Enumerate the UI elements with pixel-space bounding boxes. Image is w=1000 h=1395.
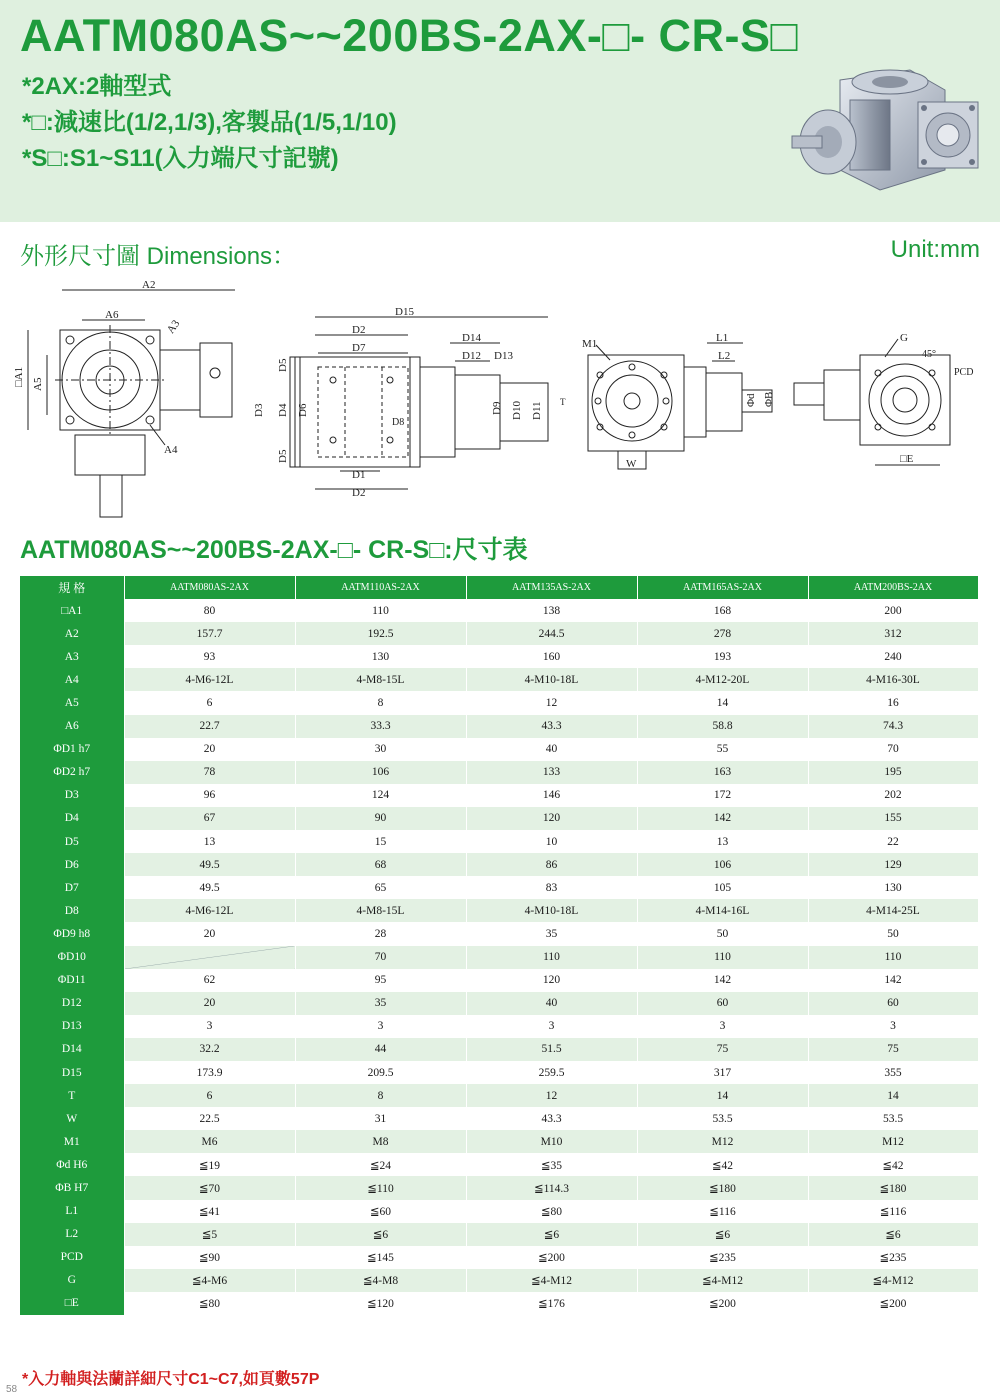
row-label: M1	[20, 1130, 124, 1153]
table-cell: 44	[295, 1038, 466, 1061]
table-cell: 43.3	[466, 1107, 637, 1130]
row-label: W	[20, 1107, 124, 1130]
label-L1: L1	[716, 332, 729, 344]
header-model: AATM135AS-2AX	[466, 576, 637, 599]
label-D6: D6	[297, 403, 309, 417]
row-label: G	[20, 1269, 124, 1292]
table-cell: 3	[466, 1015, 637, 1038]
table-cell: 86	[466, 853, 637, 876]
table-cell: 110	[808, 946, 978, 969]
table-cell: 75	[637, 1038, 808, 1061]
row-label: D3	[20, 784, 124, 807]
label-D1: D1	[352, 469, 366, 481]
table-cell: 14	[637, 1084, 808, 1107]
table-cell: 55	[637, 738, 808, 761]
label-D11: D11	[531, 401, 543, 420]
table-cell: 4-M10-18L	[466, 668, 637, 691]
table-row	[20, 830, 978, 853]
row-label: L2	[20, 1223, 124, 1246]
table-cell: ≦5	[124, 1223, 295, 1246]
table-cell: 157.7	[124, 622, 295, 645]
label-D12: D12	[462, 350, 481, 362]
table-cell: ≦180	[808, 1176, 978, 1199]
table-cell: ≦200	[637, 1292, 808, 1315]
table-cell: 195	[808, 761, 978, 784]
row-label: Φd H6	[20, 1153, 124, 1176]
label-D14: D14	[462, 332, 481, 344]
row-label: A5	[20, 691, 124, 714]
table-cell: 22.7	[124, 715, 295, 738]
label-D5-top: D5	[277, 358, 289, 372]
table-row	[20, 1130, 978, 1153]
label-d: Φd	[745, 393, 757, 407]
table-cell: 106	[637, 853, 808, 876]
row-label: D12	[20, 992, 124, 1015]
table-cell: ≦200	[466, 1246, 637, 1269]
table-cell: 14	[808, 1084, 978, 1107]
row-label: D6	[20, 853, 124, 876]
table-cell: ≦110	[295, 1176, 466, 1199]
table-cell: 193	[637, 645, 808, 668]
label-D7: D7	[352, 342, 366, 354]
table-cell: 173.9	[124, 1061, 295, 1084]
table-cell: ≦145	[295, 1246, 466, 1269]
table-cell: 12	[466, 1084, 637, 1107]
table-cell: 50	[808, 922, 978, 945]
table-cell: 4-M6-12L	[124, 899, 295, 922]
table-cell: 60	[808, 992, 978, 1015]
row-label: D14	[20, 1038, 124, 1061]
table-cell: ≦80	[124, 1292, 295, 1315]
table-cell: ≦180	[637, 1176, 808, 1199]
note-input-size: *S□:S1~S11(入力端尺寸記號)	[22, 145, 339, 172]
table-cell: 53.5	[637, 1107, 808, 1130]
table-cell: 110	[295, 599, 466, 622]
table-cell: 110	[466, 946, 637, 969]
table-cell: ≦4-M12	[466, 1269, 637, 1292]
table-row	[20, 946, 978, 969]
table-cell: 40	[466, 738, 637, 761]
table-cell: 155	[808, 807, 978, 830]
table-cell: ≦4-M12	[637, 1269, 808, 1292]
table-row	[20, 807, 978, 830]
table-title: AATM080AS~~200BS-2AX-□- CR-S□:尺寸表	[20, 536, 528, 564]
table-row	[20, 691, 978, 714]
table-row	[20, 1015, 978, 1038]
table-row	[20, 738, 978, 761]
table-cell: 30	[295, 738, 466, 761]
row-label: D4	[20, 807, 124, 830]
table-row	[20, 784, 978, 807]
table-cell: 22	[808, 830, 978, 853]
label-A3: A3	[164, 317, 183, 336]
table-cell: 67	[124, 807, 295, 830]
table-cell: 70	[295, 946, 466, 969]
table-row	[20, 1292, 978, 1315]
header-model: AATM165AS-2AX	[637, 576, 808, 599]
table-cell: 110	[637, 946, 808, 969]
row-label: D13	[20, 1015, 124, 1038]
table-cell: 28	[295, 922, 466, 945]
row-label: □E	[20, 1292, 124, 1315]
table-cell: ≦6	[295, 1223, 466, 1246]
table-cell: ≦4-M6	[124, 1269, 295, 1292]
table-cell: ≦4-M12	[808, 1269, 978, 1292]
header-banner	[0, 0, 1000, 222]
row-label: A3	[20, 645, 124, 668]
table-cell: 142	[808, 969, 978, 992]
label-L2: L2	[718, 350, 731, 362]
row-label: D5	[20, 830, 124, 853]
label-D8: D8	[392, 417, 405, 428]
table-row	[20, 1176, 978, 1199]
row-label: D15	[20, 1061, 124, 1084]
input-view-drawing	[560, 332, 775, 470]
table-cell: 68	[295, 853, 466, 876]
table-cell: 168	[637, 599, 808, 622]
unit-label: Unit:mm	[890, 236, 980, 263]
table-cell: ≦120	[295, 1292, 466, 1315]
table-cell: 13	[124, 830, 295, 853]
label-D13: D13	[494, 350, 513, 362]
table-row	[20, 761, 978, 784]
row-label: A4	[20, 668, 124, 691]
table-cell: 93	[124, 645, 295, 668]
table-cell: 4-M14-16L	[637, 899, 808, 922]
label-D9: D9	[491, 401, 503, 415]
table-row	[20, 1038, 978, 1061]
dimension-table	[20, 576, 979, 1315]
table-cell: 160	[466, 645, 637, 668]
table-row	[20, 969, 978, 992]
label-A6: A6	[105, 309, 119, 321]
table-cell: 172	[637, 784, 808, 807]
table-cell: 105	[637, 876, 808, 899]
table-cell: 130	[295, 645, 466, 668]
table-cell: 4-M14-25L	[808, 899, 978, 922]
table-cell: 51.5	[466, 1038, 637, 1061]
table-cell: ≦235	[808, 1246, 978, 1269]
table-cell: ≦200	[808, 1292, 978, 1315]
dimension-drawings	[0, 275, 1000, 525]
table-cell: 3	[124, 1015, 295, 1038]
table-cell: 129	[808, 853, 978, 876]
table-row	[20, 1246, 978, 1269]
page-number: 58	[6, 1384, 18, 1395]
table-row	[20, 992, 978, 1015]
table-cell: 4-M8-15L	[295, 899, 466, 922]
label-B: ΦB	[763, 391, 775, 407]
table-cell: ≦4-M8	[295, 1269, 466, 1292]
table-cell: 3	[808, 1015, 978, 1038]
table-cell: 53.5	[808, 1107, 978, 1130]
table-cell: 50	[637, 922, 808, 945]
table-cell: ≦42	[808, 1153, 978, 1176]
table-row	[20, 1223, 978, 1246]
table-cell: 312	[808, 622, 978, 645]
table-cell: 4-M8-15L	[295, 668, 466, 691]
label-D4: D4	[277, 403, 289, 417]
table-cell: 75	[808, 1038, 978, 1061]
table-cell: 124	[295, 784, 466, 807]
table-row	[20, 1200, 978, 1223]
row-label: ΦD2 h7	[20, 761, 124, 784]
table-cell: 70	[808, 738, 978, 761]
table-cell: ≦24	[295, 1153, 466, 1176]
table-cell: ≦60	[295, 1200, 466, 1223]
table-cell: 80	[124, 599, 295, 622]
table-cell: 200	[808, 599, 978, 622]
table-cell: 8	[295, 1084, 466, 1107]
table-row	[20, 922, 978, 945]
table-cell: 74.3	[808, 715, 978, 738]
table-cell: 244.5	[466, 622, 637, 645]
table-cell: 3	[295, 1015, 466, 1038]
row-label: A6	[20, 715, 124, 738]
table-cell: 278	[637, 622, 808, 645]
label-M1: M1	[582, 338, 598, 350]
label-D10: D10	[511, 401, 523, 420]
row-label: A2	[20, 622, 124, 645]
table-cell: ≦176	[466, 1292, 637, 1315]
table-cell: 6	[124, 691, 295, 714]
table-cell: 120	[466, 807, 637, 830]
table-cell: 240	[808, 645, 978, 668]
table-cell: ≦114.3	[466, 1176, 637, 1199]
table-cell: 78	[124, 761, 295, 784]
row-label: ΦD9 h8	[20, 922, 124, 945]
table-cell: 58.8	[637, 715, 808, 738]
table-cell: ≦116	[808, 1200, 978, 1223]
label-A4: A4	[164, 444, 178, 456]
table-cell: 163	[637, 761, 808, 784]
table-row	[20, 645, 978, 668]
table-cell	[124, 946, 295, 969]
label-A2: A2	[142, 279, 156, 291]
gearbox-product-image	[770, 60, 990, 210]
table-row	[20, 1153, 978, 1176]
row-label: D7	[20, 876, 124, 899]
table-cell: 96	[124, 784, 295, 807]
table-cell: M12	[637, 1130, 808, 1153]
table-cell: 3	[637, 1015, 808, 1038]
page-title: AATM080AS~~200BS-2AX-□- CR-S□	[20, 10, 799, 61]
table-cell: 13	[637, 830, 808, 853]
table-cell: ≦41	[124, 1200, 295, 1223]
label-W: W	[626, 458, 637, 470]
table-cell: 146	[466, 784, 637, 807]
table-cell: 192.5	[295, 622, 466, 645]
table-cell: ≦6	[466, 1223, 637, 1246]
label-D3: D3	[253, 403, 265, 417]
label-D15: D15	[395, 306, 414, 318]
table-cell: 4-M12-20L	[637, 668, 808, 691]
table-cell: 15	[295, 830, 466, 853]
table-cell: 12	[466, 691, 637, 714]
table-cell: 22.5	[124, 1107, 295, 1130]
footer-note: *入力軸與法蘭詳細尺寸C1~C7,如頁數57P	[22, 1371, 320, 1388]
table-cell: 10	[466, 830, 637, 853]
table-cell: 40	[466, 992, 637, 1015]
table-cell: 35	[466, 922, 637, 945]
label-A1: □A1	[13, 366, 25, 387]
label-angle: 45°	[922, 349, 936, 360]
row-label: ΦD11	[20, 969, 124, 992]
table-row	[20, 668, 978, 691]
table-row	[20, 715, 978, 738]
label-T: T	[560, 397, 566, 407]
table-cell: M6	[124, 1130, 295, 1153]
table-cell: 33.3	[295, 715, 466, 738]
label-G: G	[900, 332, 908, 344]
table-cell: 133	[466, 761, 637, 784]
table-cell: 6	[124, 1084, 295, 1107]
table-cell: 20	[124, 738, 295, 761]
table-row	[20, 1107, 978, 1130]
table-row	[20, 876, 978, 899]
table-cell: 60	[637, 992, 808, 1015]
table-cell: ≦6	[808, 1223, 978, 1246]
table-cell: ≦42	[637, 1153, 808, 1176]
note-axis-type: *2AX:2軸型式	[22, 73, 172, 100]
row-label: ΦD1 h7	[20, 738, 124, 761]
note-ratio: *□:減速比(1/2,1/3),客製品(1/5,1/10)	[22, 109, 397, 136]
table-cell: ≦6	[637, 1223, 808, 1246]
table-cell: 90	[295, 807, 466, 830]
table-cell: 35	[295, 992, 466, 1015]
table-cell: 65	[295, 876, 466, 899]
table-header-row	[20, 576, 978, 599]
table-cell: 120	[466, 969, 637, 992]
table-cell: ≦235	[637, 1246, 808, 1269]
row-label: L1	[20, 1200, 124, 1223]
label-PCD: PCD	[954, 367, 974, 378]
table-cell: M8	[295, 1130, 466, 1153]
row-label: PCD	[20, 1246, 124, 1269]
label-E: □E	[900, 453, 914, 465]
row-label: ΦD10	[20, 946, 124, 969]
table-cell: 209.5	[295, 1061, 466, 1084]
flange-view-drawing	[794, 332, 973, 465]
table-row	[20, 599, 978, 622]
table-row	[20, 1084, 978, 1107]
table-cell: 4-M6-12L	[124, 668, 295, 691]
row-label: ΦB H7	[20, 1176, 124, 1199]
row-label: T	[20, 1084, 124, 1107]
label-A5: A5	[32, 377, 44, 391]
table-row	[20, 853, 978, 876]
table-cell: 49.5	[124, 876, 295, 899]
table-cell: 202	[808, 784, 978, 807]
table-cell: 355	[808, 1061, 978, 1084]
table-cell: ≦35	[466, 1153, 637, 1176]
table-row	[20, 622, 978, 645]
table-row	[20, 1061, 978, 1084]
table-cell: 106	[295, 761, 466, 784]
row-label: D8	[20, 899, 124, 922]
table-cell: ≦70	[124, 1176, 295, 1199]
table-cell: 32.2	[124, 1038, 295, 1061]
table-cell: ≦116	[637, 1200, 808, 1223]
label-D5-bottom: D5	[277, 449, 289, 463]
table-cell: M12	[808, 1130, 978, 1153]
table-cell: M10	[466, 1130, 637, 1153]
table-cell: ≦80	[466, 1200, 637, 1223]
header-model: AATM200BS-2AX	[808, 576, 978, 599]
label-D2-bottom: D2	[352, 487, 366, 499]
row-label: □A1	[20, 599, 124, 622]
table-cell: 138	[466, 599, 637, 622]
table-cell: 4-M10-18L	[466, 899, 637, 922]
side-view-drawing	[253, 306, 548, 499]
table-cell: 49.5	[124, 853, 295, 876]
table-cell: 317	[637, 1061, 808, 1084]
table-cell: 20	[124, 922, 295, 945]
table-row	[20, 1269, 978, 1292]
table-cell: 20	[124, 992, 295, 1015]
header-spec-label: 規 格	[20, 576, 124, 599]
table-cell: 43.3	[466, 715, 637, 738]
table-cell: 259.5	[466, 1061, 637, 1084]
table-cell: 62	[124, 969, 295, 992]
table-cell: 8	[295, 691, 466, 714]
label-D2-top: D2	[352, 324, 366, 336]
table-cell: 14	[637, 691, 808, 714]
table-cell: 142	[637, 807, 808, 830]
table-cell: 142	[637, 969, 808, 992]
header-model: AATM080AS-2AX	[124, 576, 295, 599]
dimensions-heading: 外形尺寸圖 Dimensions：	[20, 243, 297, 270]
table-cell: ≦19	[124, 1153, 295, 1176]
front-view-drawing	[13, 279, 235, 517]
table-cell: 130	[808, 876, 978, 899]
table-cell: ≦90	[124, 1246, 295, 1269]
table-cell: 83	[466, 876, 637, 899]
table-cell: 16	[808, 691, 978, 714]
table-cell: 4-M16-30L	[808, 668, 978, 691]
table-cell: 31	[295, 1107, 466, 1130]
table-cell: 95	[295, 969, 466, 992]
table-row	[20, 899, 978, 922]
header-model: AATM110AS-2AX	[295, 576, 466, 599]
